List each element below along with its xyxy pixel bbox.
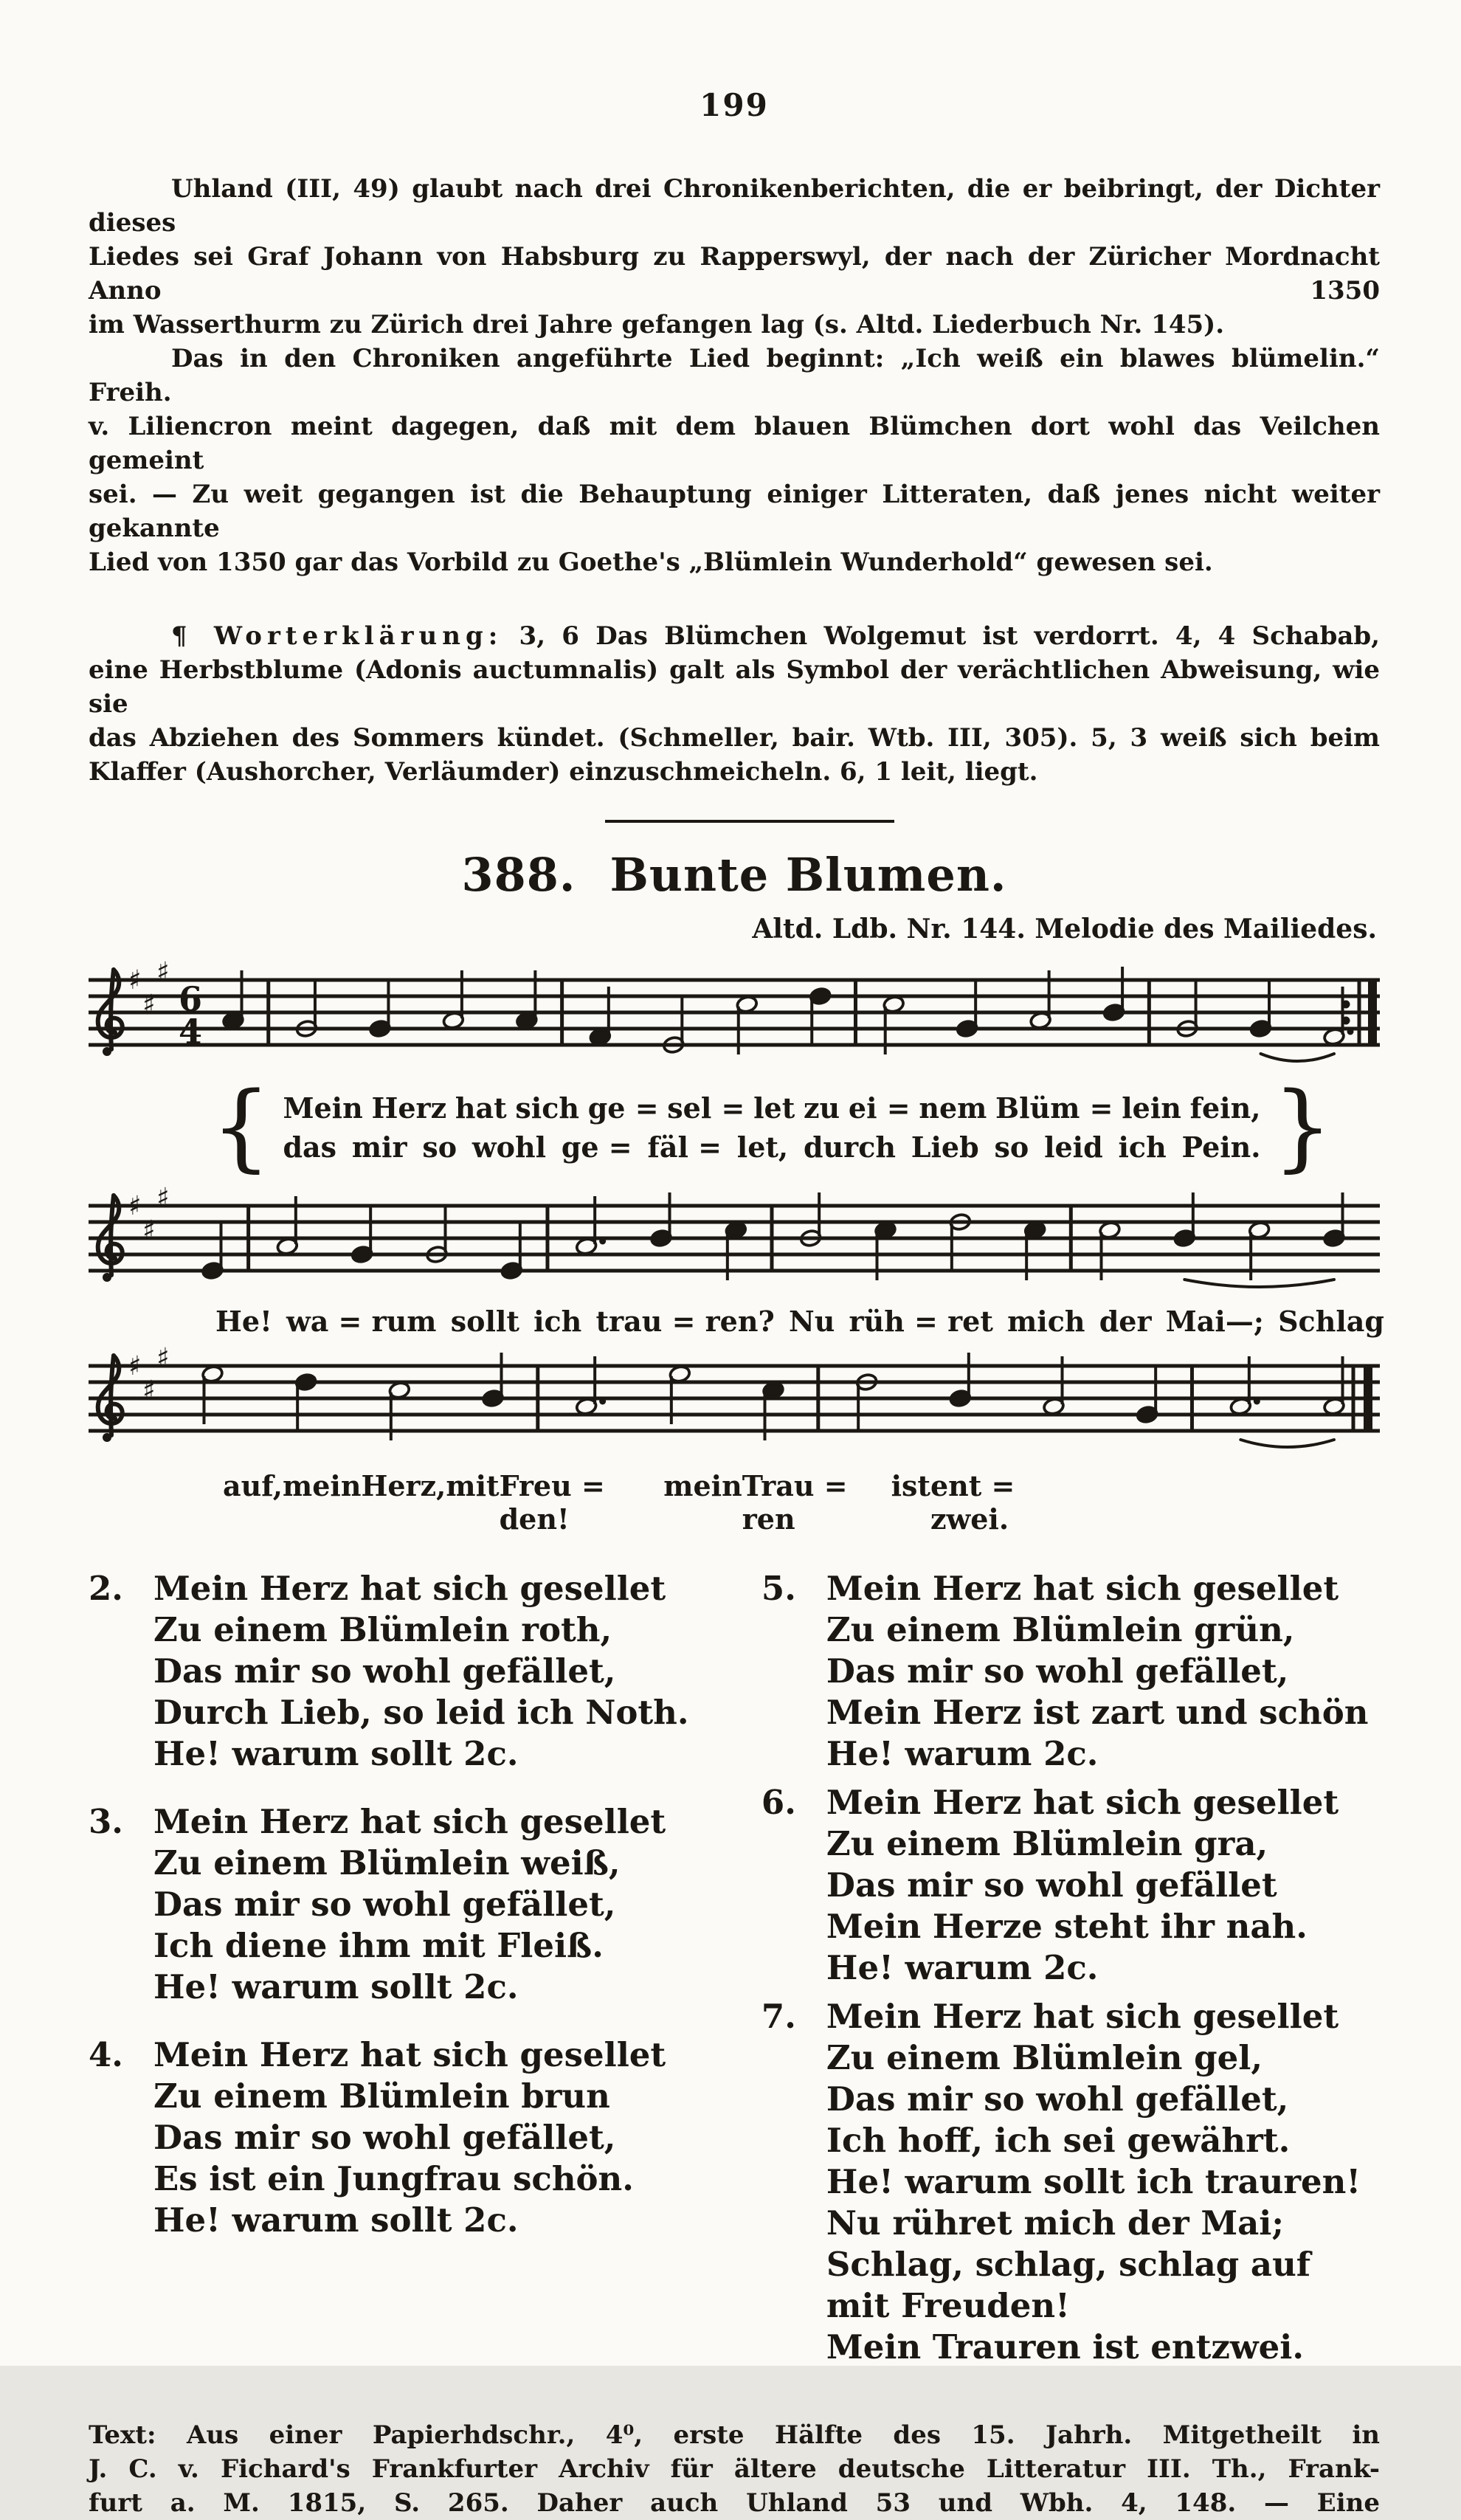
verse-line: Das mir so wohl gefället, — [153, 1885, 616, 1924]
section-divider — [605, 820, 894, 823]
sharp-sign: ♯ — [128, 1351, 142, 1381]
end-barline-thick — [1364, 1366, 1372, 1431]
verse-line: Mein Herz ist zart und schön — [826, 1693, 1369, 1732]
lyric-syllable: so — [422, 1130, 457, 1164]
verse-line — [761, 1782, 1380, 1823]
song-subtitle: Altd. Ldb. Nr. 144. Melodie des Mailiedes. — [752, 914, 1377, 945]
lyric-syllable: ist — [891, 1469, 930, 1502]
lyric-syllable: mich — [1007, 1305, 1085, 1338]
lyrics-line-1 — [211, 1072, 1333, 1182]
end-barline-thick — [1368, 980, 1377, 1045]
footer-source-note — [89, 2418, 1380, 2520]
lyric-syllable: Pein. — [1181, 1130, 1261, 1164]
lyric-syllable: das — [283, 1130, 337, 1164]
lyric-syllable: Herz — [371, 1091, 447, 1125]
verses-section — [89, 1568, 1380, 2375]
verse-text: Mein Herz hat sich gesellet — [826, 1783, 1339, 1822]
song-number: 388. — [461, 848, 576, 902]
verse-line: He! warum sollt ich trauren! — [826, 2162, 1361, 2201]
verse-line: Das mir so wohl gefället, — [153, 2118, 616, 2157]
slur — [1184, 1280, 1334, 1287]
lyric-syllable: ich — [1118, 1130, 1167, 1164]
lyric-syllable: ich — [533, 1305, 582, 1338]
verse-line: Zu einem Blümlein weiß, — [153, 1843, 621, 1882]
page-number: 199 — [700, 87, 769, 123]
lyric-syllable: sollt — [450, 1305, 519, 1338]
lyric-syllable: Freu = den! — [499, 1469, 605, 1536]
verse-text: Mein Herz hat sich gesellet — [153, 1802, 666, 1841]
lyric-syllable: Trau = ren — [742, 1469, 848, 1536]
verse-number: 6. — [761, 1783, 796, 1822]
lyric-syllable: durch — [803, 1130, 896, 1164]
slur — [1240, 1440, 1334, 1447]
music-staff-2 — [89, 1183, 1380, 1303]
verse-line — [761, 1996, 1380, 2037]
lyric-syllable: let — [753, 1091, 795, 1125]
lyric-syllable: trau = ren? — [595, 1305, 775, 1338]
treble-clef — [103, 1273, 111, 1282]
time-signature: 6 — [179, 979, 203, 1019]
verse-number: 5. — [761, 1569, 796, 1608]
text-line: Uhland (III, 49) glaubt nach drei Chronikenberichten, die er beibringt, der Dichter dieses — [89, 174, 1380, 238]
lyrics-line-1-rows — [271, 1091, 1272, 1164]
repeat-dot — [1342, 1001, 1350, 1009]
left-brace: { — [211, 1072, 272, 1182]
verse-text: Mein Herz hat sich gesellet — [153, 1569, 666, 1608]
paragraph-worterklaerung — [89, 619, 1380, 789]
treble-clef — [103, 1433, 111, 1442]
text-line: im Wasserthurm zu Zürich drei Jahre gefangen lag (s. Altd. Liederbuch Nr. 145). — [89, 310, 1225, 339]
verse-text: Mein Herz hat sich gesellet — [826, 1997, 1339, 2036]
verse-line: Zu einem Blümlein grün, — [826, 1610, 1295, 1649]
text-line: Liedes sei Graf Johann von Habsburg zu Rapperswyl, der nach der Züricher Mordnacht Anno 1350 — [89, 242, 1380, 305]
lyric-syllable: mein — [663, 1469, 742, 1502]
lyric-syllable: der — [1099, 1305, 1152, 1338]
verse-line: Es ist ein Jungfrau schön. — [153, 2159, 634, 2198]
verse-line: Nu rühret mich der Mai; — [826, 2203, 1285, 2243]
verse-line: He! warum sollt 2c. — [153, 1734, 519, 1773]
verse-line: Das mir so wohl gefället, — [826, 2079, 1289, 2119]
paragraph-uhland — [89, 172, 1380, 342]
staff-svg — [89, 957, 1380, 1077]
text-line: das Abziehen des Sommers kündet. (Schmeller, bair. Wtb. III, 305). 5, 3 weiß sich beim — [89, 723, 1380, 753]
right-brace: } — [1272, 1072, 1333, 1182]
gesperrt-lead: ¶ Worterklärung: — [171, 621, 503, 651]
text-line: sei. — Zu weit gegangen ist die Behauptung einiger Litteraten, daß jenes nicht weiter gekannte — [89, 480, 1380, 543]
song-title — [89, 848, 1380, 902]
verse-line — [89, 1801, 733, 1843]
lyric-syllable: fäl = — [647, 1130, 722, 1164]
sharp-sign: ♯ — [156, 957, 170, 987]
lyric-syllable: so — [994, 1130, 1029, 1164]
lyric-syllable: leid — [1044, 1130, 1103, 1164]
verse — [89, 1801, 733, 2008]
verse-line: He! warum 2c. — [826, 1734, 1099, 1773]
text-line: Klaffer (Aushorcher, Verläumder) einzuschmeicheln. 6, 1 leit, liegt. — [89, 757, 1038, 787]
verse-line: Das mir so wohl gefället, — [153, 1651, 616, 1691]
lyric-syllable: Herz, — [361, 1469, 446, 1502]
verse-line: Mein Trauren ist entzwei. — [826, 2327, 1305, 2367]
verse-number: 7. — [761, 1997, 796, 2036]
verse-line: Mein Herze steht ihr nah. — [826, 1907, 1308, 1946]
verse-text: Mein Herz hat sich gesellet — [826, 1569, 1339, 1608]
sharp-sign: ♯ — [128, 965, 142, 995]
treble-clef — [103, 1047, 111, 1056]
verse-line: Ich hoff, ich sei gewährt. — [826, 2121, 1291, 2160]
paragraph-chroniken — [89, 342, 1380, 579]
lyric-syllable: ge = — [587, 1091, 659, 1125]
lyric-syllable: sich — [515, 1091, 580, 1125]
verse-line: He! warum 2c. — [826, 1948, 1099, 1987]
lyric-syllable: ent = zwei. — [930, 1469, 1015, 1536]
lyrics-line-3 — [223, 1469, 1083, 1536]
sharp-sign: ♯ — [142, 1375, 156, 1406]
lyric-syllable: mit — [446, 1469, 500, 1502]
verse-line: Durch Lieb, so leid ich Noth. — [153, 1693, 689, 1732]
song-name: Bunte Blumen. — [609, 848, 1007, 902]
verse-line: Zu einem Blümlein gel, — [826, 2038, 1263, 2077]
verse-line — [761, 1568, 1380, 1609]
verse-number: 4. — [89, 2035, 123, 2074]
lyric-syllable: lein — [1122, 1091, 1181, 1125]
verse-line: He! warum sollt 2c. — [153, 2200, 519, 2240]
lyric-syllable: let, — [736, 1130, 789, 1164]
verse — [761, 1996, 1380, 2368]
verse-line: Ich diene ihm mit Fleiß. — [153, 1926, 604, 1965]
lyric-syllable: hat — [455, 1091, 507, 1125]
lyrics-row-verse1 — [283, 1091, 1260, 1125]
verse-line: Schlag, schlag, schlag auf mit Freuden! — [826, 2245, 1311, 2325]
lyric-syllable: fein, — [1189, 1091, 1261, 1125]
staff-svg — [89, 1183, 1380, 1303]
text-line: eine Herbstblume (Adonis auctumnalis) galt als Symbol der verächtlichen Abweisung, wie sie — [89, 655, 1380, 719]
lyric-syllable: sel = — [667, 1091, 745, 1125]
text-line: Das in den Chroniken angeführte Lied beginnt: „Ich weiß ein blawes blümelin.“ Freih. — [89, 344, 1380, 407]
verse-line — [89, 1568, 733, 1609]
verse — [89, 1568, 733, 1775]
text-line: J. C. v. Fichard's Frankfurter Archiv für ältere deutsche Litteratur III. Th., Frank- — [89, 2454, 1380, 2484]
lyrics-row-verse1b — [283, 1130, 1260, 1164]
lyric-syllable: Nu — [788, 1305, 835, 1338]
lyric-syllable: Mai—; — [1165, 1305, 1264, 1338]
verse-number: 2. — [89, 1569, 123, 1608]
text-line: ¶ Worterklärung: 3, 6 Das Blümchen Wolgemut ist verdorrt. 4, 4 Schabab, — [171, 621, 1380, 651]
verse-text: Mein Herz hat sich gesellet — [153, 2035, 666, 2074]
verse-line: Das mir so wohl gefället, — [826, 1651, 1289, 1691]
verse — [761, 1568, 1380, 1775]
sharp-sign: ♯ — [156, 1343, 170, 1373]
lyric-syllable: He! — [215, 1305, 272, 1338]
verse-line: He! warum sollt 2c. — [153, 1967, 519, 2006]
verses-column-left — [89, 1568, 733, 2375]
verse-line — [89, 2034, 733, 2076]
verses-column-right — [761, 1568, 1380, 2375]
lyric-syllable: ei = — [848, 1091, 911, 1125]
verse-line: Zu einem Blümlein roth, — [153, 1610, 612, 1649]
lyric-syllable: rüh = ret — [849, 1305, 993, 1338]
lyric-syllable: ge = — [561, 1130, 632, 1164]
staff-svg — [89, 1343, 1380, 1463]
lyric-syllable: wohl — [472, 1130, 547, 1164]
augmentation-dot — [599, 1238, 606, 1245]
augmentation-dot — [1254, 1398, 1260, 1405]
sharp-sign: ♯ — [156, 1183, 170, 1213]
music-staff-3 — [89, 1343, 1380, 1463]
text-line: furt a. M. 1815, S. 265. Daher auch Uhland 53 und Wbh. 4, 148. — Eine — [89, 2488, 1380, 2518]
verse — [761, 1782, 1380, 1989]
lyric-syllable: mir — [351, 1130, 407, 1164]
verse-number: 3. — [89, 1802, 123, 1841]
lyrics-line-2 — [215, 1305, 1384, 1338]
lyric-syllable: wa = rum — [286, 1305, 437, 1338]
sharp-sign: ♯ — [128, 1191, 142, 1221]
lyric-syllable: Blüm = — [995, 1091, 1113, 1125]
text-line: Lied von 1350 gar das Vorbild zu Goethe's „Blümlein Wunderhold“ gewesen sei. — [89, 548, 1213, 577]
slur — [1261, 1054, 1334, 1061]
verse-line: Zu einem Blümlein gra, — [826, 1824, 1268, 1863]
augmentation-dot — [1347, 1029, 1354, 1035]
verse-line: Das mir so wohl gefället — [826, 1865, 1277, 1905]
time-signature: 4 — [179, 1012, 203, 1052]
sharp-sign: ♯ — [142, 990, 156, 1020]
sharp-sign: ♯ — [142, 1215, 156, 1246]
verse — [89, 2034, 733, 2241]
repeat-dot — [1342, 1017, 1350, 1025]
lyric-syllable: auf, — [223, 1469, 283, 1502]
text-line: v. Liliencron meint dagegen, daß mit dem blauen Blümchen dort wohl das Veilchen gemeint — [89, 412, 1380, 475]
lyric-syllable: zu — [803, 1091, 840, 1125]
lyric-syllable: Mein — [283, 1091, 363, 1125]
text-line: Text: Aus einer Papierhdschr., 4⁰, erste Hälfte des 15. Jahrh. Mitgetheilt in — [89, 2420, 1380, 2450]
verse-line: Zu einem Blümlein brun — [153, 2077, 610, 2116]
lyric-syllable: nem — [919, 1091, 987, 1125]
music-staff-1 — [89, 957, 1380, 1077]
augmentation-dot — [599, 1398, 606, 1405]
lyric-syllable: Schlag — [1278, 1305, 1384, 1338]
lyric-syllable: mein — [283, 1469, 362, 1502]
lyric-syllable: Lieb — [911, 1130, 979, 1164]
